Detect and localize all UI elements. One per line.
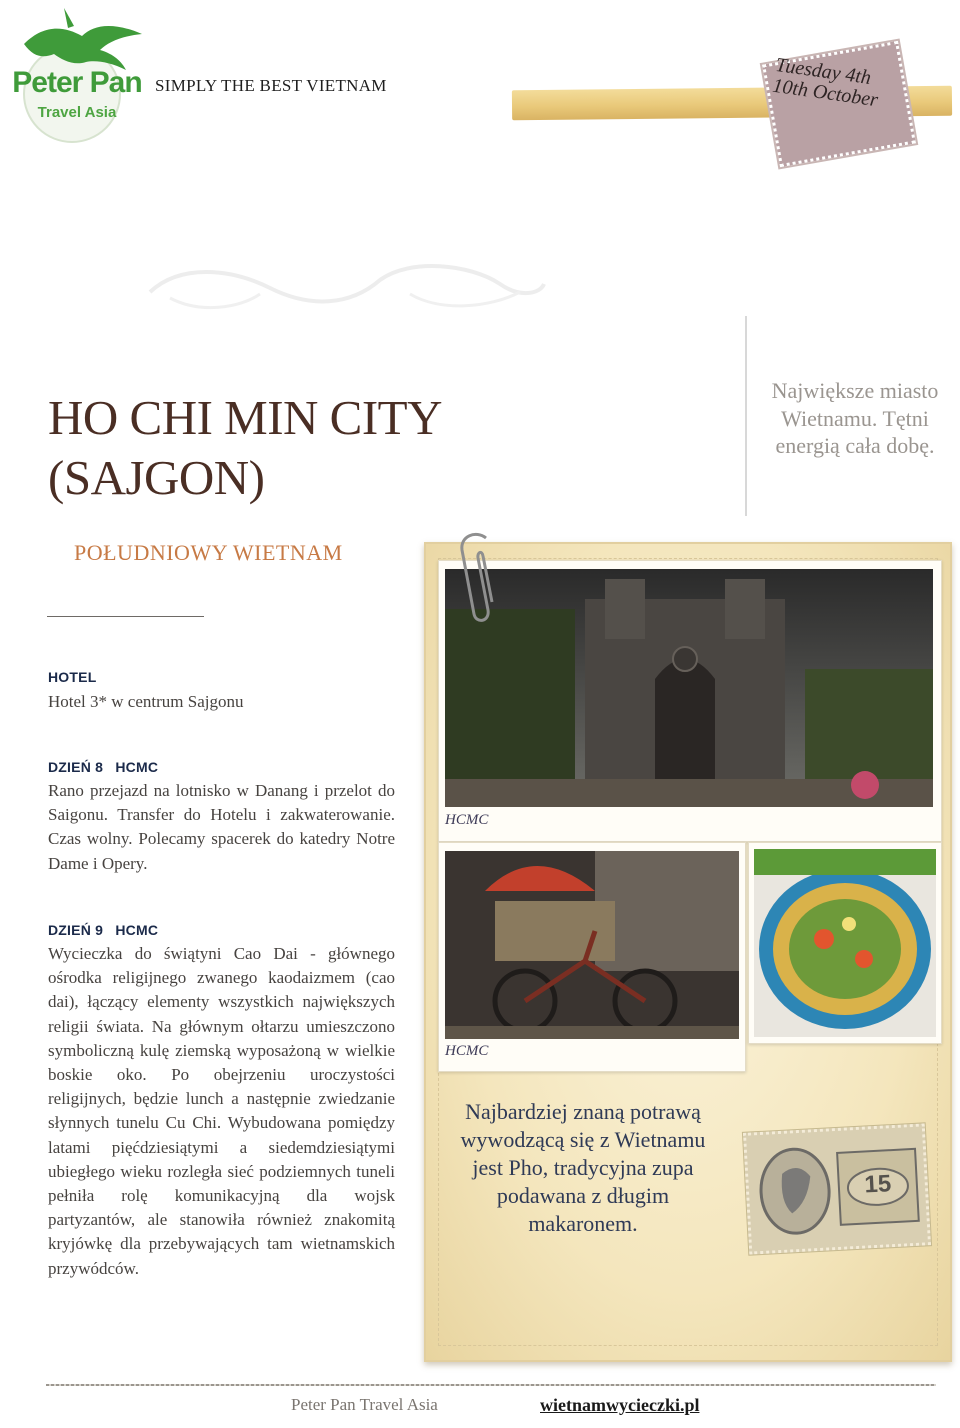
footer-brand: Peter Pan Travel Asia (291, 1395, 438, 1414)
paperclip-icon (452, 532, 496, 624)
street-vendor-photo (445, 851, 739, 1039)
vintage-stamp-image (762, 41, 916, 167)
pho-bowl-photo (754, 849, 936, 1037)
day-9-label: DZIEŃ 9 HCMC (48, 922, 159, 938)
street-photo-card (438, 842, 746, 1072)
footer-website-link[interactable]: wietnamwycieczki.pl (540, 1395, 700, 1415)
side-note: Największe miasto Wietnamu. Tętni energią cała dobę. (771, 378, 939, 459)
hotel-text: Hotel 3* w centrum Sajgonu (48, 692, 244, 711)
pho-photo-card (748, 842, 942, 1044)
cathedral-photo (445, 569, 933, 807)
postage-stamp-art (746, 1126, 928, 1251)
day-9-text: Wycieczka do świątyni Cao Dai - głównego ośrodka religijnego zwanego kaodaizmem (cao dai), łączący elementy wszystkich największych religii świata. Na głównym ołtarzu umieszczono symboliczną kulę ziemską wyposażoną w wielkie boskie oko. Po obejrzeniu uroczystości religijnych, będzie lunch a następnie zwiedzanie słynnych tunelu Cu Chi. Wybudowana pomiędzy latami pięćdziesiątymi a siedemdziesiątymi ubiegłego wieku rozległa sieć podziemnych tuneli pełniła rolę komunikacyjną dla wojsk partyzantów, ale stanowiła również znakomitą kryjówkę dla przebywających tam wietnamskich przywódców. (48, 944, 395, 1278)
footer-divider (46, 1384, 936, 1386)
side-divider (745, 316, 747, 516)
cathedral-photo-card (438, 560, 942, 842)
hotel-label: HOTEL (48, 669, 97, 685)
stamp-value: 15 (863, 1170, 892, 1199)
photo-caption: HCMC (445, 812, 489, 828)
region-subtitle: POŁUDNIOWY WIETNAM (74, 540, 343, 565)
logo-line2: Travel Asia (37, 104, 117, 121)
photo-caption: HCMC (445, 1043, 489, 1059)
logo (4, 4, 146, 144)
day-8-label: DZIEŃ 8 HCMC (48, 759, 159, 775)
flourish-ornament (140, 258, 550, 320)
day-8-text: Rano przejazd na lotnisko w Danang i przelot do Saigonu. Transfer do Hotelu i zakwaterowanie. Czas wolny. Polecamy spacerek do katedry Notre Dame i Opery. (48, 781, 395, 873)
divider (47, 616, 204, 617)
page-title: HO CHI MIN CITY (SAJGON) (48, 390, 441, 506)
pho-description: Najbardziej znaną potrawą wywodzącą się z Wietnamu jest Pho, tradycyjna zupa podawana z długim makaronem. (460, 1099, 706, 1236)
stamp-handwriting: Tuesday 4th 10th October (771, 53, 880, 112)
logo-line1: Peter Pan (12, 66, 142, 99)
tagline: SIMPLY THE BEST VIETNAM (155, 76, 387, 95)
postage-stamp-image (743, 1123, 931, 1254)
